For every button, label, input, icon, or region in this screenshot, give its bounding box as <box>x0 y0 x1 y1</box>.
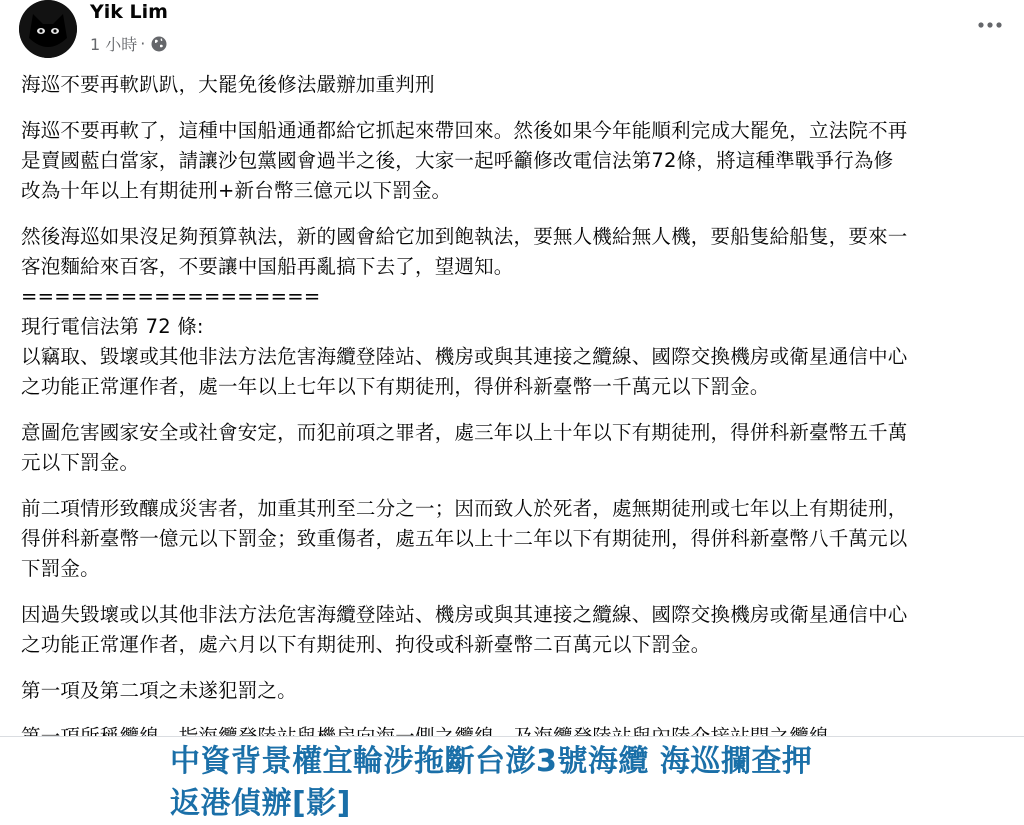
post-header <box>0 0 1024 62</box>
post-body <box>21 70 1021 752</box>
link-preview-title[interactable] <box>170 741 930 825</box>
post-paragraph-line: 第一項及第二項之未遂犯罰之。 <box>21 679 297 702</box>
post-meta <box>90 32 168 55</box>
globe-icon[interactable] <box>150 35 168 53</box>
post-paragraph-line: 改為十年以上有期徒刑+新台幣三億元以下罰金。 <box>21 179 452 202</box>
link-title-line: 中資背景權宜輪涉拖斷台澎3號海纜 海巡攔查押 <box>170 744 813 779</box>
post-paragraph-line: 元以下罰金。 <box>21 451 140 474</box>
post-paragraph-line: 意圖危害國家安全或社會安定，而犯前項之罪者，處三年以上十年以下有期徒刑，得併科新臺幣五千萬 <box>21 421 908 444</box>
post-paragraph-line: 得併科新臺幣一億元以下罰金；致重傷者，處五年以上十二年以下有期徒刑，得併科新臺幣八千萬元以 <box>21 527 908 550</box>
post-timestamp[interactable]: 1 小時 <box>90 35 138 54</box>
post-headline: 海巡不要再軟趴趴，大罷免後修法嚴辦加重判刑 <box>21 73 435 96</box>
post-paragraph-line: 之功能正常運作者，處六月以下有期徒刑、拘役或科新臺幣二百萬元以下罰金。 <box>21 633 711 656</box>
post-paragraph-line: 是賣國藍白當家，請讓沙包黨國會過半之後，大家一起呼籲修改電信法第72條，將這種準戰爭行為修 <box>21 149 894 172</box>
post-paragraph-line: 客泡麵給來百客，不要讓中国船再亂搞下去了，望週知。 <box>21 255 514 278</box>
link-preview-card[interactable] <box>0 736 1024 824</box>
law-heading: 現行電信法第 72 條: <box>21 315 204 338</box>
post-paragraph-line: 以竊取、毀壞或其他非法方法危害海纜登陸站、機房或與其連接之纜線、國際交換機房或衛星通信中心 <box>21 345 908 368</box>
post-paragraph-line: 之功能正常運作者，處一年以上七年以下有期徒刑，得併科新臺幣一千萬元以下罰金。 <box>21 375 770 398</box>
post-paragraph-line: 因過失毀壞或以其他非法方法危害海纜登陸站、機房或與其連接之纜線、國際交換機房或衛星通信中心 <box>21 603 908 626</box>
separator-line: ================== <box>21 285 321 308</box>
more-options-button[interactable] <box>974 12 1006 38</box>
black-cat-avatar-icon <box>19 0 77 58</box>
more-horizontal-icon <box>977 21 1003 29</box>
meta-separator: · <box>140 34 146 53</box>
post-paragraph-line: 然後海巡如果沒足夠預算執法，新的國會給它加到飽執法，要無人機給無人機，要船隻給船隻，要來一 <box>21 225 908 248</box>
avatar[interactable] <box>19 0 77 58</box>
author-name[interactable]: Yik Lim <box>90 1 168 23</box>
link-title-line: 返港偵辦[影] <box>170 786 351 821</box>
post-paragraph-line: 前二項情形致釀成災害者，加重其刑至二分之一；因而致人於死者，處無期徒刑或七年以上有期徒刑， <box>21 497 908 520</box>
post-paragraph-line: 海巡不要再軟了，這種中国船通通都給它抓起來帶回來。然後如果今年能順利完成大罷免，立法院不再 <box>21 119 908 142</box>
post-paragraph-line: 下罰金。 <box>21 557 100 580</box>
